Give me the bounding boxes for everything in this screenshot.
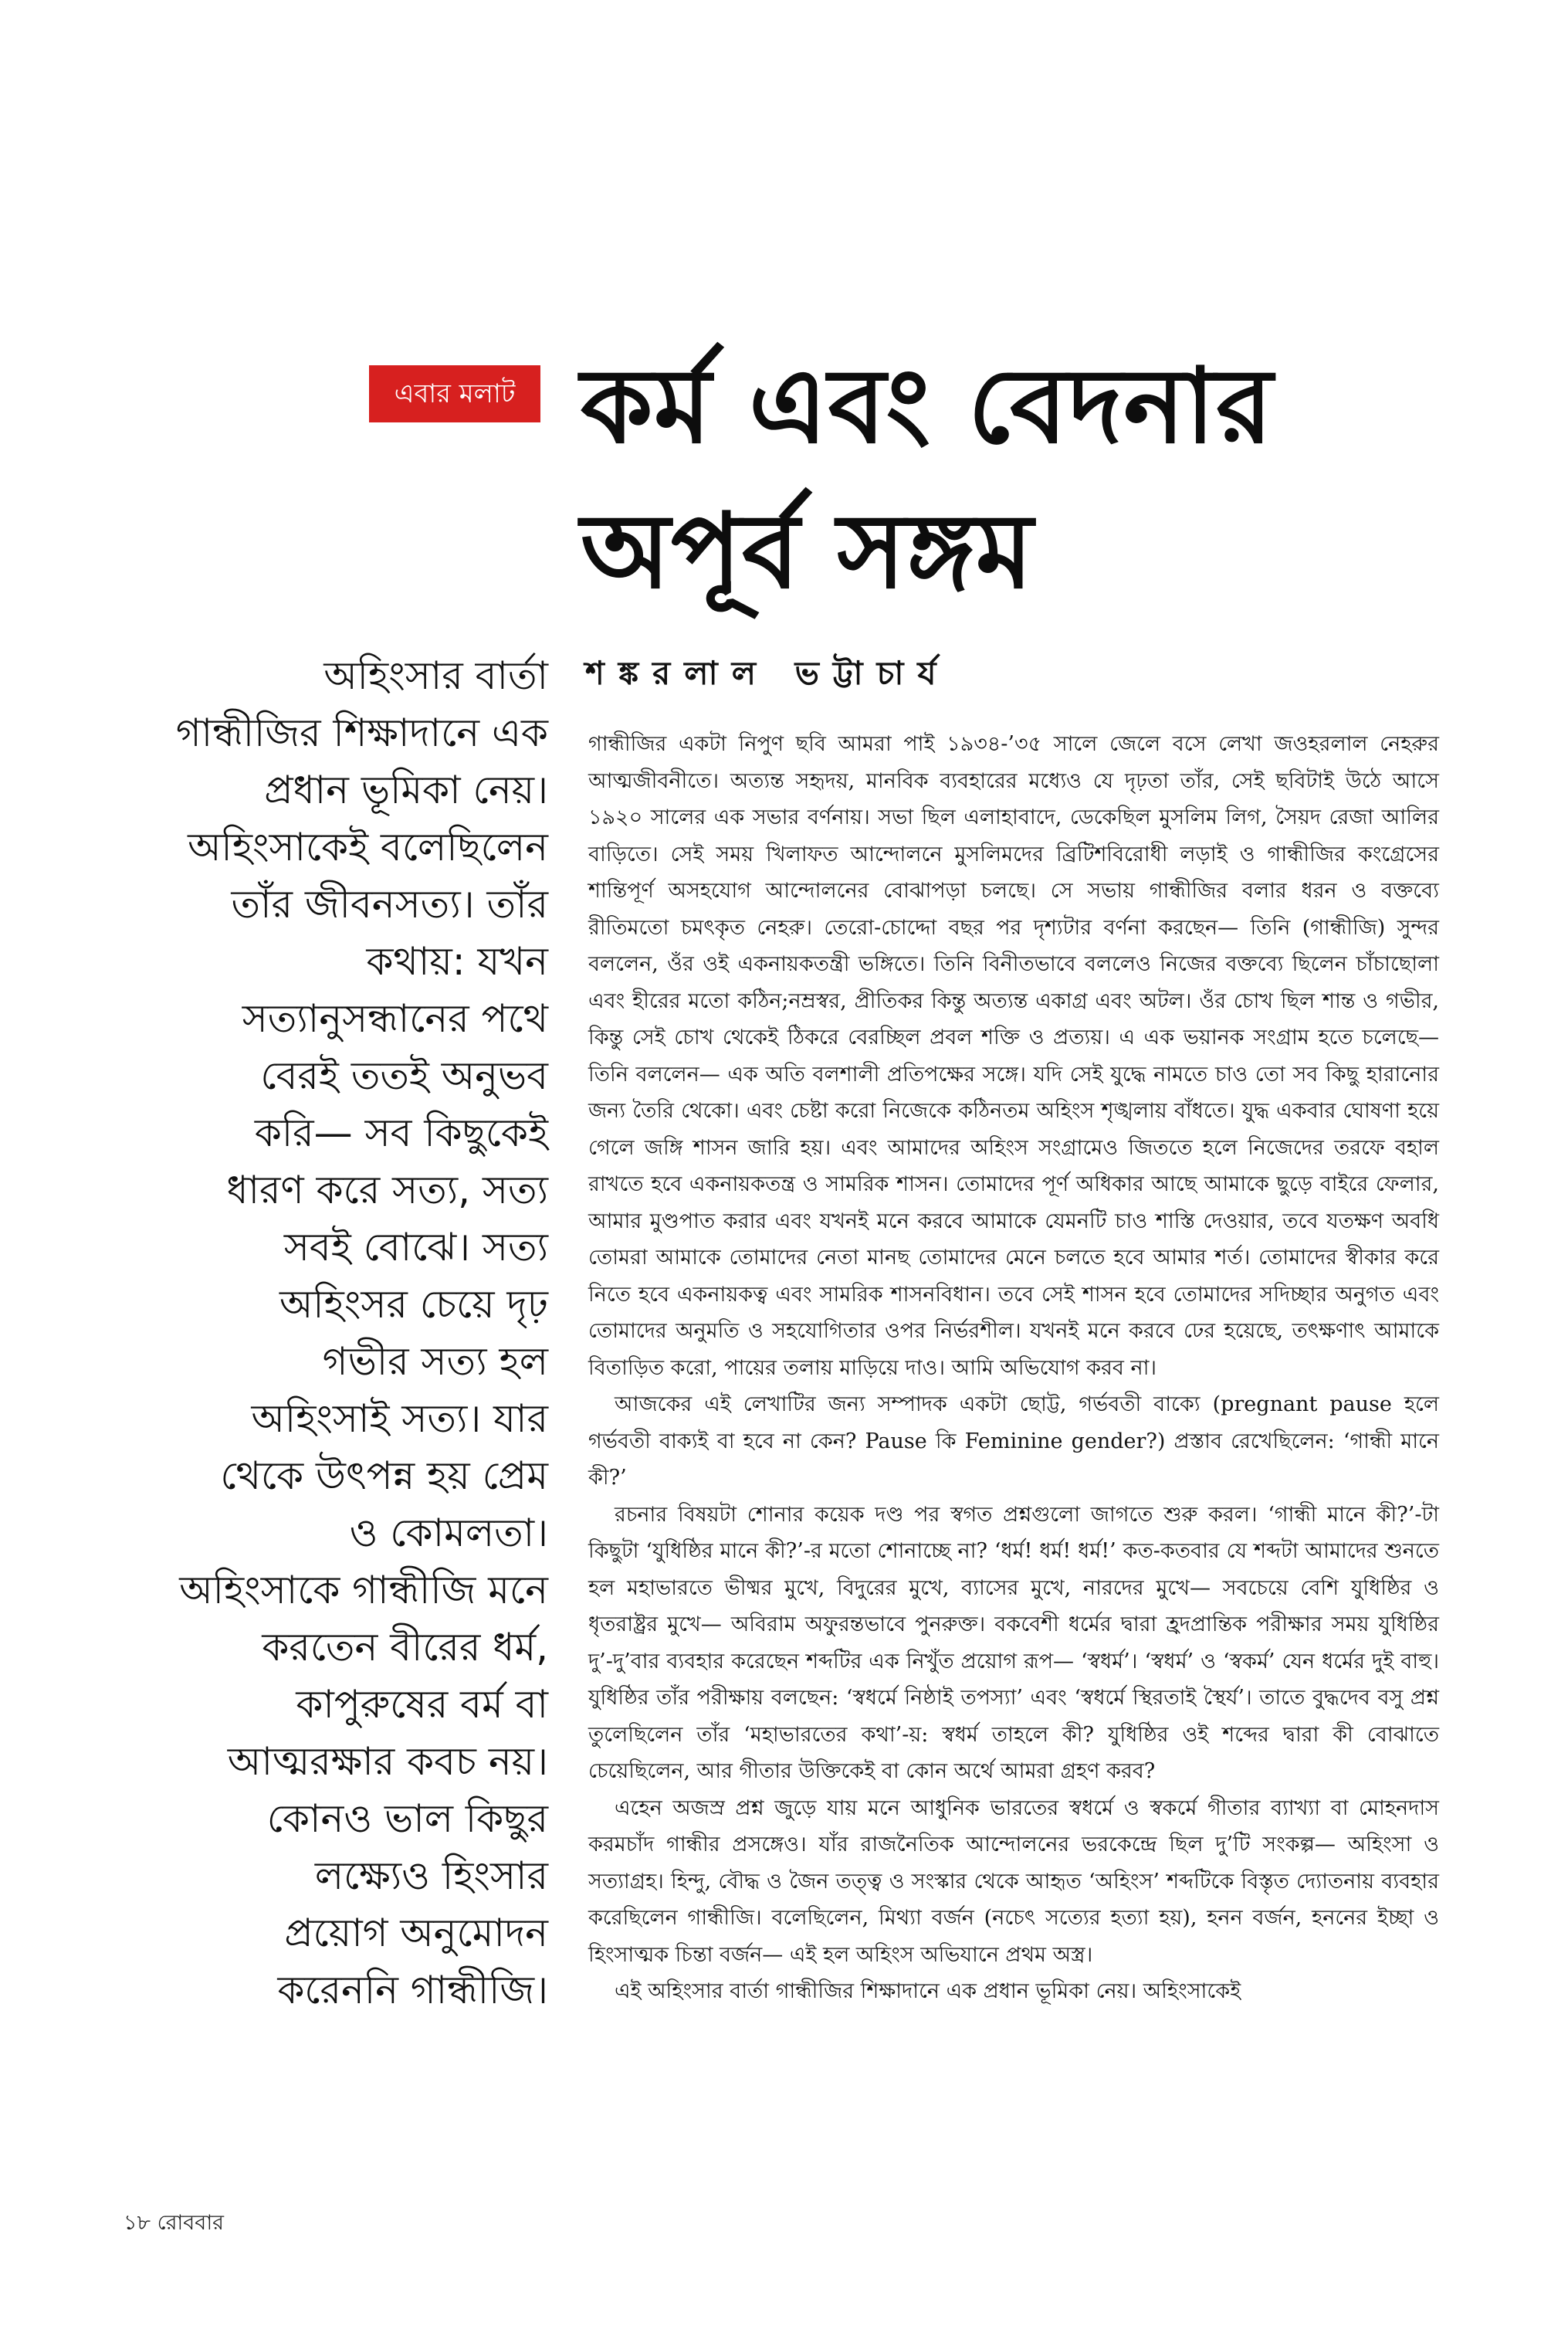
pull-quote-line: করেননি গান্ধীজি।	[277, 1968, 548, 2012]
pull-quote-line: ও কোমলতা।	[349, 1511, 548, 1555]
article-paragraph: রচনার বিষয়টা শোনার কয়েক দণ্ড পর স্বগত প্রশ্নগুলো জাগতে শুরু করল। ‘গান্ধী মানে কী?’-টা কিছুটা ‘যুধিষ্ঠির মানে কী?’-র মতো শোনাচ্ছে না? ‘ধর্ম! ধর্ম! ধর্ম!’ কত-কতবার যে শব্দটা আমাদের শুনতে হল মহাভারতে ভীষ্মর মুখে, বিদুরের মুখে, ব্যাসের মুখে, নারদের মুখে— সবচেয়ে বেশি যুধিষ্ঠির ও ধৃতরাষ্ট্রর মুখে— অবিরাম অফুরন্তভাবে পুনরুক্ত। বকবেশী ধর্মের দ্বারা হ্রদপ্রান্তিক পরীক্ষার সময় যুধিষ্ঠির দু’-দু’বার ব্যবহার করেছেন শব্দটির এক নিখুঁত প্রয়োগ রূপ— ‘স্বধর্ম’। ‘স্বধর্ম’ ও ‘স্বকর্ম’ যেন ধর্মের দুই বাহু। যুধিষ্ঠির তাঁর পরীক্ষায় বলছেন: ‘স্বধর্মে নিষ্ঠাই তপস্যা’ এবং ‘স্বধর্মে স্থিরতাই স্থৈর্য’। তাতে বুদ্ধদেব বসু প্রশ্ন তুলেছিলেন তাঁর ‘মহাভারতের কথা’-য়: স্বধর্ম তাহলে কী? যুধিষ্ঠির ওই শব্দের দ্বারা কী বোঝাতে চেয়েছিলেন, আর গীতার উক্তিকেই বা কোন অর্থে আমরা গ্রহণ করব?	[588, 1502, 1439, 1783]
article-body	[588, 726, 1439, 2010]
section-tag: এবার মলাট	[369, 365, 540, 422]
headline-line-1: কর্ম এবং বেদনার	[581, 346, 1274, 466]
pull-quote-line: করতেন বীরের ধর্ম,	[262, 1625, 548, 1670]
page-folio: ১৮ রোববার	[124, 2211, 224, 2235]
pull-quote-line: থেকে উৎপন্ন হয় প্রেম	[220, 1453, 548, 1498]
pull-quote-line: তাঁর জীবনসত্য। তাঁর	[231, 882, 548, 927]
pull-quote-line: লক্ষ্যেও হিংসার	[314, 1853, 548, 1898]
pull-quote-line: অহিংসর চেয়ে দৃঢ়	[279, 1282, 548, 1327]
pull-quote-line: প্রয়োগ অনুমোদন	[284, 1911, 548, 1955]
pull-quote-line: ধারণ করে সত্য, সত্য	[226, 1168, 548, 1212]
pull-quote-line: কোনও ভাল কিছুর	[266, 1796, 548, 1841]
pull-quote-line: গভীর সত্য হল	[322, 1339, 548, 1384]
pull-quote-line: সবই বোঝে। সত্য	[283, 1225, 548, 1270]
pull-quote-line: অহিংসাকেই বলেছিলেন	[188, 825, 548, 870]
pull-quote-line: প্রধান ভূমিকা নেয়।	[264, 768, 548, 812]
pull-quote-line: অহিংসাকে গান্ধীজি মনে	[179, 1568, 548, 1612]
article-paragraph: আজকের এই লেখাটির জন্য সম্পাদক একটা ছোট্ট, গর্ভবতী বাক্যে (pregnant pause হলে গর্ভবতী বাক্যই বা হবে না কেন? Pause কি Feminine gender?) প্রস্তাব রেখেছিলেন: ‘গান্ধী মানে কী?’	[588, 1392, 1439, 1490]
pull-quote	[116, 647, 548, 2019]
pull-quote-line: গান্ধীজির শিক্ষাদানে এক	[175, 710, 548, 755]
pull-quote-line: করি— সব কিছুকেই	[254, 1110, 548, 1155]
headline-line-2: অপূর্ব সঙ্গম	[581, 491, 1035, 612]
pull-quote-line: কথায়: যখন	[366, 939, 548, 984]
pull-quote-line: কাপুরুষের বর্ম বা	[296, 1682, 548, 1727]
pull-quote-line: অহিংসাই সত্য। যার	[251, 1396, 548, 1441]
pull-quote-line: সত্যানুসন্ধানের পথে	[242, 996, 548, 1041]
pull-quote-line: বেরই ততই অনুভব	[260, 1053, 548, 1098]
byline: শঙ্করলাল ভট্টাচার্য	[585, 654, 950, 692]
article-paragraph: গান্ধীজির একটা নিপুণ ছবি আমরা পাই ১৯৩৪-’৩৫ সালে জেলে বসে লেখা জওহরলাল নেহরুর আত্মজীবনীতে। অত্যন্ত সহৃদয়, মানবিক ব্যবহারের মধ্যেও যে দৃঢ়তা তাঁর, সেই ছবিটাই উঠে আসে ১৯২০ সালের এক সভার বর্ণনায়। সভা ছিল এলাহাবাদে, ডেকেছিল মুসলিম লিগ, সৈয়দ রেজা আলির বাড়িতে। সেই সময় খিলাফত আন্দোলনে মুসলিমদের ব্রিটিশবিরোধী লড়াই ও গান্ধীজির কংগ্রেসের শান্তিপূর্ণ অসহযোগ আন্দোলনের বোঝাপড়া চলছে। সে সভায় গান্ধীজির বলার ধরন ও বক্তব্যে রীতিমতো চমৎকৃত নেহরু। তেরো-চোদ্দো বছর পর দৃশ্যটার বর্ণনা করছেন— তিনি (গান্ধীজি) সুন্দর বললেন, ওঁর ওই একনায়কতন্ত্রী ভঙ্গিতে। তিনি বিনীতভাবে বললেও নিজের বক্তব্যে ছিলেন চাঁচাছোলা এবং হীরের মতো কঠিন;নম্রস্বর, প্রীতিকর কিন্তু অত্যন্ত একাগ্র এবং অটল। ওঁর চোখ ছিল শান্ত ও গভীর, কিন্তু সেই চোখ থেকেই ঠিকরে বেরচ্ছিল প্রবল শক্তি ও প্রত্যয়। এ এক ভয়ানক সংগ্রাম হতে চলেছে— তিনি বললেন— এক অতি বলশালী প্রতিপক্ষের সঙ্গে। যদি সেই যুদ্ধে নামতে চাও তো সব কিছু হারানোর জন্য তৈরি থেকো। এবং চেষ্টা করো নিজেকে কঠিনতম অহিংস শৃঙ্খলায় বাঁধতে। যুদ্ধ একবার ঘোষণা হয়ে গেলে জঙ্গি শাসন জারি হয়। এবং আমাদের অহিংস সংগ্রামেও জিততে হলে নিজেদের তরফে বহাল রাখতে হবে একনায়কতন্ত্র ও সামরিক শাসন। তোমাদের পূর্ণ অধিকার আছে আমাকে ছুড়ে বাইরে ফেলার, আমার মুণ্ডপাত করার এবং যখনই মনে করবে আমাকে যেমনটি চাও শাস্তি দেওয়ার, তবে যতক্ষণ অবধি তোমরা আমাকে তোমাদের নেতা মানছ তোমাদের মেনে চলতে হবে আমার শর্ত। তোমাদের স্বীকার করে নিতে হবে একনায়কত্ব এবং সামরিক শাসনবিধান। তবে সেই শাসন হবে তোমাদের সদিচ্ছার অনুগত এবং তোমাদের অনুমতি ও সহযোগিতার ওপর নির্ভরশীল। যখনই মনে করবে ঢের হয়েছে, তৎক্ষণাৎ আমাকে বিতাড়িত করো, পায়ের তলায় মাড়িয়ে দাও। আমি অভিযোগ করব না।	[588, 732, 1439, 1380]
pull-quote-line: অহিংসার বার্তা	[323, 653, 548, 698]
article-paragraph: এই অহিংসার বার্তা গান্ধীজির শিক্ষাদানে এক প্রধান ভূমিকা নেয়। অহিংসাকেই	[615, 1979, 1241, 2003]
pull-quote-line: আত্মরক্ষার কবচ নয়।	[227, 1739, 548, 1784]
headline	[581, 334, 1538, 624]
article-paragraph: এহেন অজস্র প্রশ্ন জুড়ে যায় মনে আধুনিক ভারতের স্বধর্মে ও স্বকর্মে গীতার ব্যাখ্যা বা মোহনদাস করমচাঁদ গান্ধীর প্রসঙ্গেও। যাঁর রাজনৈতিক আন্দোলনের ভরকেন্দ্রে ছিল দু’টি সংকল্প— অহিংসা ও সত্যাগ্রহ। হিন্দু, বৌদ্ধ ও জৈন তত্ত্ব ও সংস্কার থেকে আহৃত ‘অহিংস’ শব্দটিকে বিস্তৃত দ্যোতনায় ব্যবহার করেছিলেন গান্ধীজি। বলেছিলেন, মিথ্যা বর্জন (নচেৎ সত্যের হত্যা হয়), হনন বর্জন, হননের ইচ্ছা ও হিংসাত্মক চিন্তা বর্জন— এই হল অহিংস অভিযানে প্রথম অস্ত্র।	[588, 1795, 1439, 1967]
